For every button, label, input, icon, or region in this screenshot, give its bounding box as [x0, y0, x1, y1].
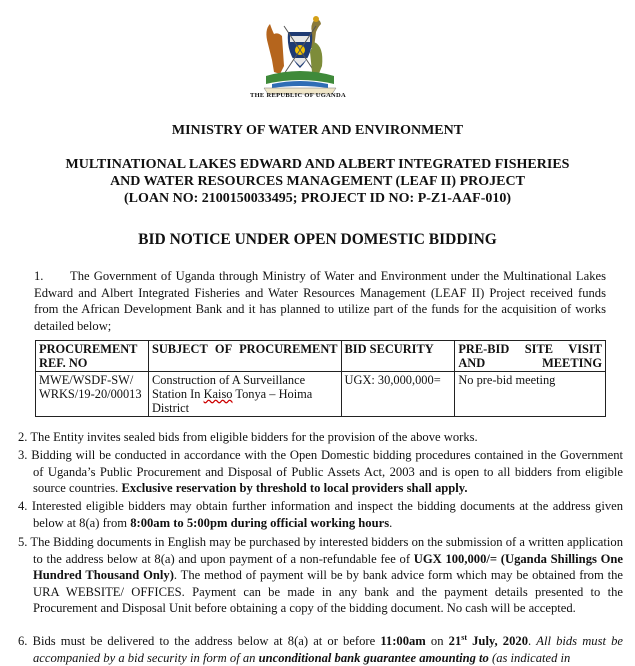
- table-header-row: [36, 341, 606, 372]
- project-line-1: MULTINATIONAL LAKES EDWARD AND ALBERT INTEGRATED FISHERIES: [65, 157, 570, 172]
- para3-text: 3. Bidding will be conducted in accordance with the Open Domestic bidding procedures contained in the Government of Uganda’s Public Procurement and Disposal of Public Assets Act, 2003 and is open to all bidders from eligible source countries. Exclusive reservation by threshold to local providers shall apply.: [18, 448, 623, 495]
- para1-text: The Government of Uganda through Ministry of Water and Environment under the Multinational Lakes Edward and Albert Integrated Fisheries and Water Resources Management (LEAF II) Project received funds from the African Development Bank and it has planned to utilize part of the funds for the acquisition of works detailed below;: [34, 269, 606, 333]
- ministry-title: MINISTRY OF WATER AND ENVIRONMENT: [171, 123, 464, 138]
- para6-text: 6. Bids must be delivered to the address below at 8(a) at or before 11:00am on 21st July, 2020. All bids must be accompanied by a bid security in form of an unconditional bank guarantee amounting to (as indicated in: [18, 632, 624, 665]
- header-ref: PROCUREMENT REF. NO: [36, 341, 149, 372]
- header-subject: SUBJECT OF PROCUREMENT: [148, 341, 341, 372]
- cell-subject: Construction of A Surveillance Station In Kaiso Tonya – Hoima District: [148, 372, 341, 417]
- project-line-3: (LOAN NO: 2100150033495; PROJECT ID NO: P-Z1-AAF-010): [123, 191, 512, 206]
- cell-meeting: No pre-bid meeting: [455, 372, 606, 417]
- notice-title: BID NOTICE UNDER OPEN DOMESTIC BIDDING: [138, 231, 497, 248]
- table-row: [36, 372, 606, 417]
- para5-text: 5. The Bidding documents in English may be purchased by interested bidders on the submission of a written application to the address below at 8(a) and upon payment of a non-refundable fee of UGX 100,000/= (Uganda Shillings One Hundred Thousand Only). The method of payment will be by bank advice form which may be obtained from the URA WEBSITE/ OFFICES. Payment can be made in any bank and the payment details presented to the Procurement and Disposal Unit before obtaining a copy of the bidding document. No cash will be accepted.: [18, 535, 623, 615]
- project-line-2: AND WATER RESOURCES MANAGEMENT (LEAF II) PROJECT: [110, 174, 525, 189]
- para4-text: 4. Interested eligible bidders may obtain further information and inspect the bidding documents at the address given below at 8(a) from 8:00am to 5:00pm during official working hours.: [18, 499, 623, 530]
- header-security: BID SECURITY: [341, 341, 455, 372]
- cell-ref: MWE/WSDF-SW/WRKS/19-20/00013: [36, 372, 149, 417]
- republic-caption: THE REPUBLIC OF UGANDA: [249, 92, 347, 99]
- coat-of-arms-icon: [258, 14, 342, 98]
- header-meeting: PRE-BID SITE VISIT AND MEETING: [455, 341, 606, 372]
- para2-text: 2. The Entity invites sealed bids from eligible bidders for the provision of the above works.: [18, 430, 478, 444]
- project-title: [0, 156, 635, 207]
- cell-security: UGX: 30,000,000=: [341, 372, 455, 417]
- procurement-table: [35, 340, 606, 417]
- para1-number: 1.: [34, 269, 44, 283]
